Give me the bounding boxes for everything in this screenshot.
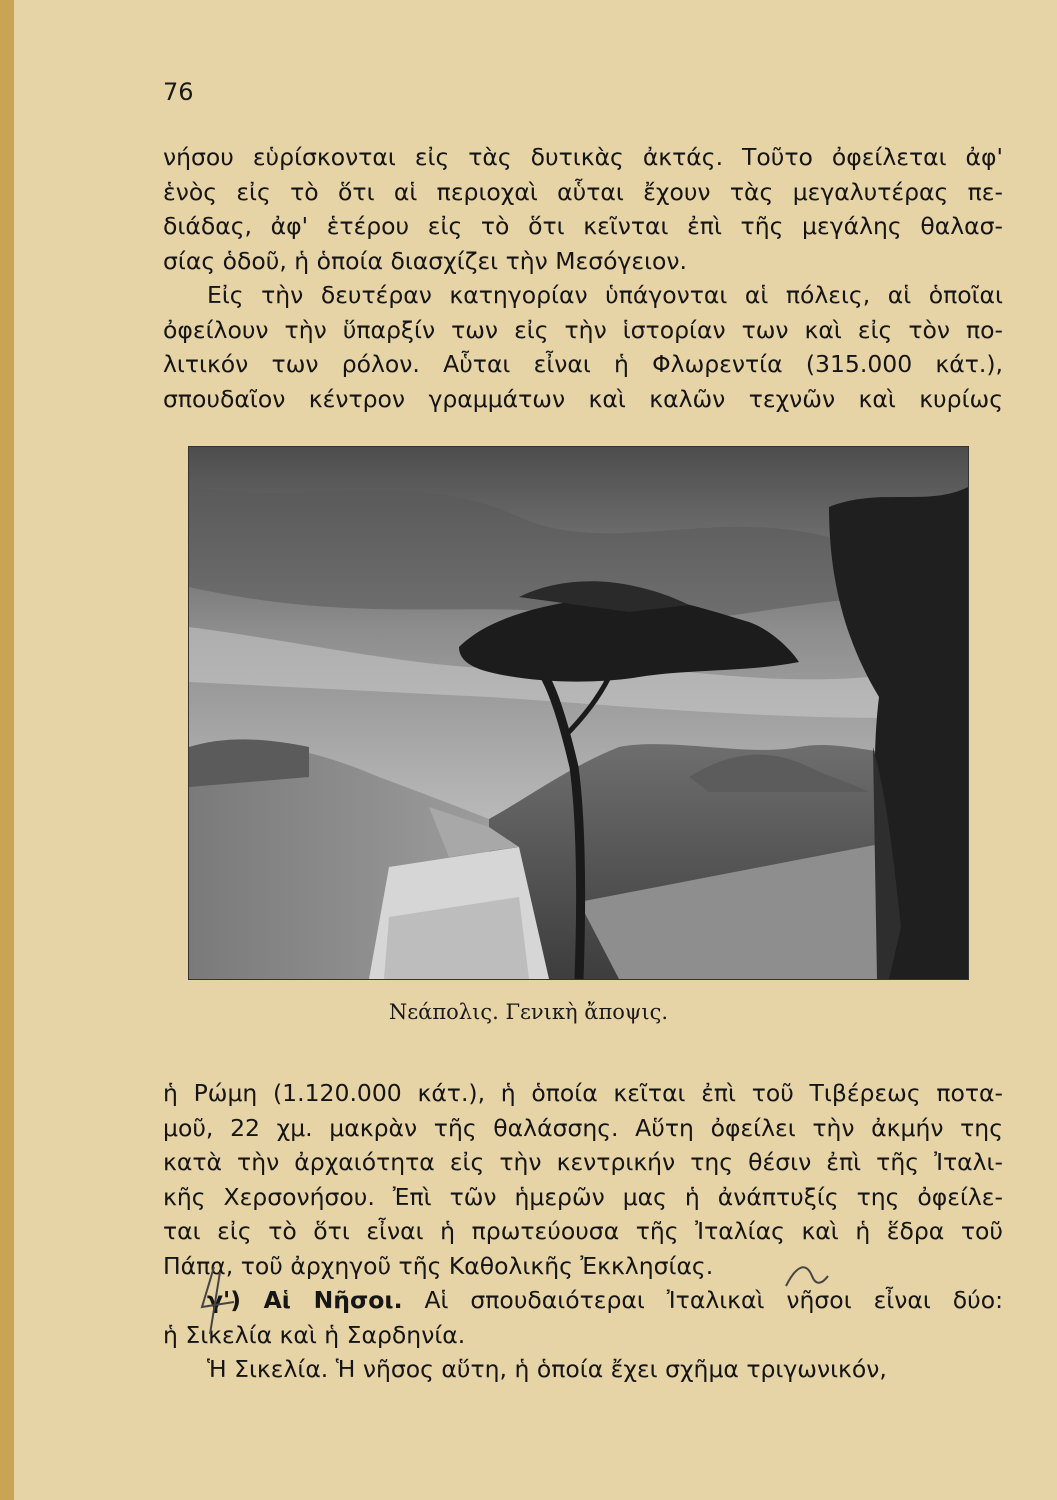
islands-heading: γ') Αἱ Νῆσοι. xyxy=(207,1286,403,1314)
sicily-text: Ἡ νῆσος αὕτη, ἡ ὁποία ἔχει σχῆμα τριγωνικόν, xyxy=(335,1355,887,1383)
pencil-mark xyxy=(776,1256,836,1301)
top-text xyxy=(163,140,1003,416)
naples-photo xyxy=(188,446,969,980)
text-line: σπουδαῖον κέντρον γραμμάτων καὶ καλῶν τεχνῶν καὶ κυρίως xyxy=(163,384,1003,413)
sicily-line xyxy=(163,1352,1003,1387)
text-line: ἡ Σικελία καὶ ἡ Σαρδηνία. xyxy=(163,1320,466,1349)
text-line: ται εἰς τὸ ὅτι εἶναι ἡ πρωτεύουσα τῆς Ἰταλίας καὶ ἡ ἕδρα τοῦ xyxy=(163,1217,1003,1245)
text-line: μοῦ, 22 χμ. μακρὰν τῆς θαλάσσης. Αὕτη ὀφείλει τὴν ἀκμήν της xyxy=(163,1113,1003,1142)
islands-line xyxy=(163,1283,1003,1318)
text-line: Πάπα, τοῦ ἀρχηγοῦ τῆς Καθολικῆς Ἐκκλησίας. xyxy=(163,1251,714,1280)
sicily-heading: Ἡ Σικελία. xyxy=(207,1355,329,1383)
text-line: κῆς Χερσονήσου. Ἐπὶ τῶν ἡμερῶν μας ἡ ἀνάπτυξίς της ὀφείλε- xyxy=(163,1182,1003,1211)
bottom-text xyxy=(163,1076,1003,1387)
islands-text: Αἱ σπουδαιότεραι Ἰταλικαὶ νῆσοι εἶναι δύο: xyxy=(424,1286,1003,1314)
text-line: λιτικόν των ρόλον. Αὗται εἶναι ἡ Φλωρεντία (315.000 κάτ.), xyxy=(163,350,1003,378)
pencil-mark xyxy=(186,1262,256,1342)
page-number: 76 xyxy=(163,78,194,106)
text-line: σίας ὁδοῦ, ἡ ὁποία διασχίζει τὴν Μεσόγειον. xyxy=(163,246,688,275)
text-line: ἡ Ρώμη (1.120.000 κάτ.), ἡ ὁποία κεῖται ἐπὶ τοῦ Τιβέρεως ποτα- xyxy=(163,1079,1003,1107)
text-line: Εἰς τὴν δευτέραν κατηγορίαν ὑπάγονται αἱ πόλεις, αἱ ὁποῖαι xyxy=(207,281,1003,309)
text-line: νήσου εὑρίσκονται εἰς τὰς δυτικὰς ἀκτάς. Τοῦτο ὀφείλεται ἀφ' xyxy=(163,143,1003,171)
figure-caption: Νεάπολις. Γενικὴ ἄποψις. xyxy=(388,1000,669,1024)
text-line: διάδας, ἀφ' ἑτέρου εἰς τὸ ὅτι κεῖνται ἐπὶ τῆς μεγάλης θαλασ- xyxy=(163,212,1003,240)
text-line: ὀφείλουν τὴν ὕπαρξίν των εἰς τὴν ἱστορίαν των καὶ εἰς τὸν πο- xyxy=(163,315,1003,344)
text-line: ἑνὸς εἰς τὸ ὅτι αἱ περιοχαὶ αὗται ἔχουν τὰς μεγαλυτέρας πε- xyxy=(163,177,1003,206)
text-line: κατὰ τὴν ἀρχαιότητα εἰς τὴν κεντρικήν της θέσιν ἐπὶ τῆς Ἰταλι- xyxy=(163,1148,1003,1176)
